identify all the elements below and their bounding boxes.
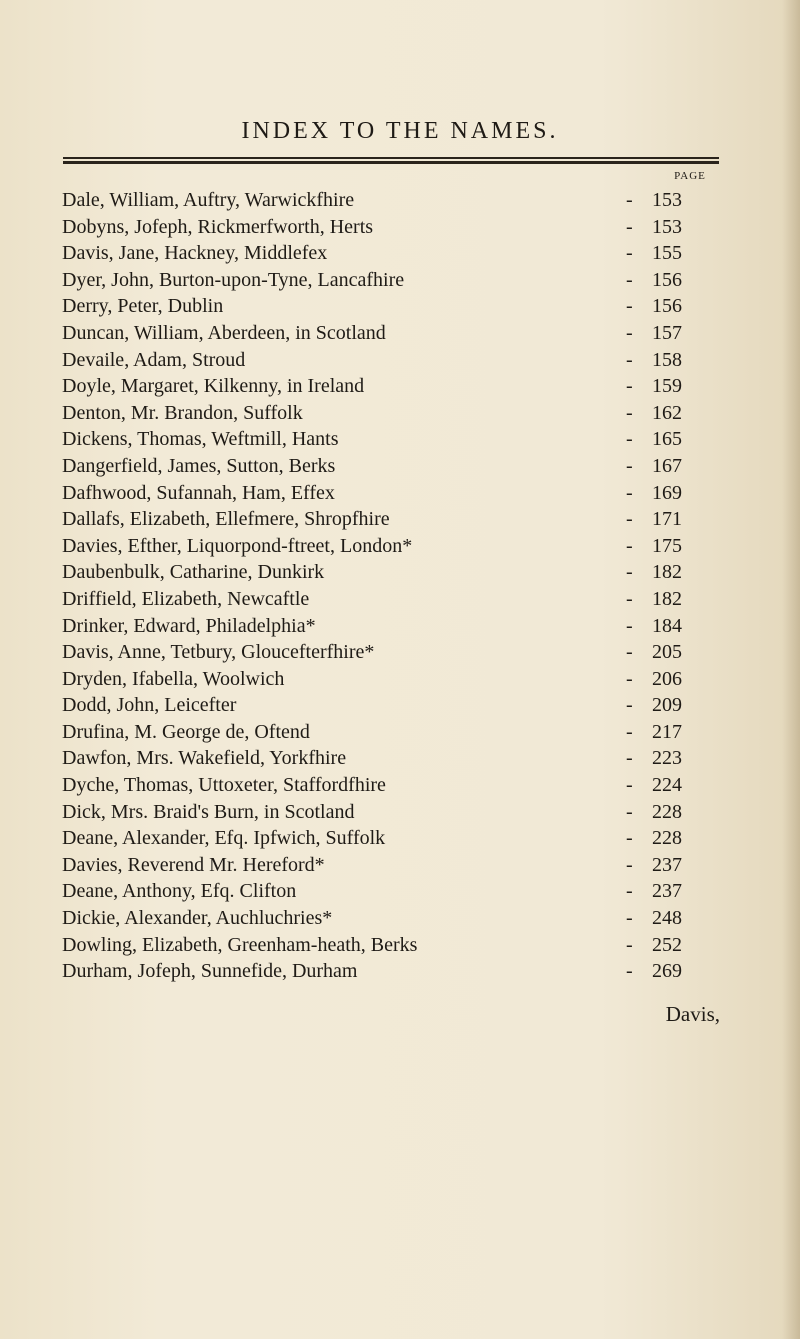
leader-dash: -	[626, 720, 633, 743]
page-number: 159	[652, 375, 682, 398]
leader-dash: -	[626, 242, 633, 265]
entry-page-number	[626, 347, 722, 374]
page-number: 155	[652, 242, 682, 265]
index-entry	[62, 772, 722, 799]
page-number: 157	[652, 321, 682, 344]
index-entry	[62, 480, 722, 507]
entry-page-number	[626, 187, 722, 214]
entry-name: Deane, Anthony, Efq. Clifton	[62, 880, 297, 903]
index-entry	[62, 373, 722, 400]
leader-dash: -	[626, 268, 633, 291]
catchword: Davis,	[665, 1002, 720, 1026]
index-entry	[62, 799, 722, 826]
entry-page-number	[626, 613, 722, 640]
page-number: 156	[652, 295, 682, 318]
index-entry	[62, 932, 722, 959]
entry-name: Devaile, Adam, Stroud	[62, 348, 246, 371]
leader-dash: -	[626, 667, 633, 690]
entry-name: Davies, Reverend Mr. Hereford*	[62, 853, 325, 876]
entry-name: Dyer, John, Burton-upon-Tyne, Lancafhire	[62, 268, 405, 291]
index-entry	[62, 825, 722, 852]
page-number: 184	[652, 614, 682, 637]
entry-page-number	[626, 666, 722, 693]
leader-dash: -	[626, 428, 633, 451]
entry-page-number	[626, 719, 722, 746]
entry-page-number	[626, 559, 722, 586]
page-number: 228	[652, 827, 682, 850]
index-entry	[62, 187, 722, 214]
page-number: 167	[652, 454, 682, 477]
entry-name: Doyle, Margaret, Kilkenny, in Ireland	[62, 375, 365, 398]
index-entry	[62, 320, 722, 347]
page-number: 171	[652, 508, 682, 531]
entry-name: Dyche, Thomas, Uttoxeter, Staffordfhire	[62, 774, 386, 797]
index-entry	[62, 692, 722, 719]
leader-dash: -	[626, 189, 633, 211]
index-entry	[62, 586, 722, 613]
entry-name: Davis, Jane, Hackney, Middlefex	[62, 242, 328, 265]
entry-page-number	[626, 878, 722, 905]
entry-name: Drufina, M. George de, Oftend	[62, 720, 310, 743]
page-number: 205	[652, 641, 682, 664]
entry-name: Dangerfield, James, Sutton, Berks	[62, 454, 336, 477]
page-number: 237	[652, 853, 682, 876]
index-entry	[62, 400, 722, 427]
leader-dash: -	[626, 481, 633, 504]
entry-page-number	[626, 400, 722, 427]
entry-name: Dobyns, Jofeph, Rickmerfworth, Herts	[62, 215, 374, 238]
leader-dash: -	[626, 321, 633, 344]
index-entry	[62, 852, 722, 879]
index-entry	[62, 214, 722, 241]
index-entry	[62, 639, 722, 666]
leader-dash: -	[626, 375, 633, 398]
entry-name: Dallafs, Elizabeth, Ellefmere, Shropfhire	[62, 508, 390, 531]
entry-page-number	[626, 799, 722, 826]
leader-dash: -	[626, 907, 633, 930]
entry-page-number	[626, 240, 722, 267]
leader-dash: -	[626, 401, 633, 424]
entry-name: Duncan, William, Aberdeen, in Scotland	[62, 321, 386, 344]
page-number: 156	[652, 268, 682, 291]
leader-dash: -	[626, 587, 633, 610]
index-entries	[62, 187, 722, 985]
index-entry	[62, 559, 722, 586]
leader-dash: -	[626, 215, 633, 238]
entry-name: Dawfon, Mrs. Wakefield, Yorkfhire	[62, 747, 347, 770]
leader-dash: -	[626, 561, 633, 584]
entry-name: Dafhwood, Sufannah, Ham, Effex	[62, 481, 335, 504]
leader-dash: -	[626, 853, 633, 876]
entry-name: Dick, Mrs. Braid's Burn, in Scotland	[62, 800, 355, 823]
leader-dash: -	[626, 827, 633, 850]
entry-page-number	[626, 586, 722, 613]
entry-page-number	[626, 639, 722, 666]
entry-page-number	[626, 293, 722, 320]
index-entry	[62, 240, 722, 267]
entry-name: Dowling, Elizabeth, Greenham-heath, Berks	[62, 933, 418, 956]
index-entry	[62, 506, 722, 533]
index-entry	[62, 533, 722, 560]
entry-page-number	[626, 533, 722, 560]
leader-dash: -	[626, 348, 633, 371]
page-number: 224	[652, 774, 682, 797]
index-entry	[62, 745, 722, 772]
leader-dash: -	[626, 800, 633, 823]
page-number: 153	[652, 189, 682, 211]
page-number: 237	[652, 880, 682, 903]
leader-dash: -	[626, 747, 633, 770]
page-number: 165	[652, 428, 682, 451]
index-entry	[62, 958, 722, 985]
double-rule	[63, 157, 719, 164]
entry-name: Daubenbulk, Catharine, Dunkirk	[62, 561, 325, 584]
page-number: 169	[652, 481, 682, 504]
entry-page-number	[626, 373, 722, 400]
leader-dash: -	[626, 641, 633, 664]
entry-page-number	[626, 852, 722, 879]
entry-page-number	[626, 825, 722, 852]
leader-dash: -	[626, 614, 633, 637]
index-entry	[62, 293, 722, 320]
page-number: 269	[652, 960, 682, 983]
page-number: 182	[652, 587, 682, 610]
index-entry	[62, 347, 722, 374]
entry-page-number	[626, 745, 722, 772]
page-column-label: PAGE	[674, 170, 706, 182]
entry-page-number	[626, 772, 722, 799]
leader-dash: -	[626, 534, 633, 557]
entry-name: Denton, Mr. Brandon, Suffolk	[62, 401, 303, 424]
entry-name: Durham, Jofeph, Sunnefide, Durham	[62, 960, 358, 983]
leader-dash: -	[626, 694, 633, 717]
leader-dash: -	[626, 960, 633, 983]
entry-name: Derry, Peter, Dublin	[62, 295, 224, 318]
entry-page-number	[626, 932, 722, 959]
leader-dash: -	[626, 880, 633, 903]
entry-name: Dodd, John, Leicefter	[62, 694, 237, 717]
page-number: 206	[652, 667, 682, 690]
index-entry	[62, 666, 722, 693]
entry-page-number	[626, 958, 722, 985]
page-number: 162	[652, 401, 682, 424]
entry-page-number	[626, 267, 722, 294]
page-number: 175	[652, 534, 682, 557]
entry-name: Dickens, Thomas, Weftmill, Hants	[62, 428, 339, 451]
entry-page-number	[626, 506, 722, 533]
entry-page-number	[626, 320, 722, 347]
index-entry	[62, 426, 722, 453]
entry-name: Davies, Efther, Liquorpond-ftreet, London*	[62, 534, 413, 557]
page-number: 252	[652, 933, 682, 956]
index-entry	[62, 905, 722, 932]
entry-name: Dryden, Ifabella, Woolwich	[62, 667, 285, 690]
leader-dash: -	[626, 508, 633, 531]
entry-name: Dickie, Alexander, Auchluchries*	[62, 907, 333, 930]
leader-dash: -	[626, 933, 633, 956]
entry-page-number	[626, 692, 722, 719]
leader-dash: -	[626, 295, 633, 318]
page-number: 217	[652, 720, 682, 743]
entry-page-number	[626, 905, 722, 932]
index-entry	[62, 267, 722, 294]
entry-name: Davis, Anne, Tetbury, Gloucefterfhire*	[62, 641, 375, 664]
entry-page-number	[626, 426, 722, 453]
page-number: 158	[652, 348, 682, 371]
page-number: 209	[652, 694, 682, 717]
entry-name: Dale, William, Auftry, Warwickfhire	[62, 189, 355, 211]
leader-dash: -	[626, 454, 633, 477]
page-number: 223	[652, 747, 682, 770]
running-head: INDEX TO THE NAMES.	[241, 118, 559, 144]
index-entry	[62, 719, 722, 746]
page-number: 182	[652, 561, 682, 584]
page-number: 153	[652, 215, 682, 238]
page-number: 248	[652, 907, 682, 930]
index-entry	[62, 453, 722, 480]
index-entry	[62, 878, 722, 905]
leader-dash: -	[626, 774, 633, 797]
entry-name: Deane, Alexander, Efq. Ipfwich, Suffolk	[62, 827, 386, 850]
entry-name: Drinker, Edward, Philadelphia*	[62, 614, 316, 637]
page-edge-shadow	[782, 0, 800, 1339]
entry-page-number	[626, 453, 722, 480]
entry-page-number	[626, 480, 722, 507]
page-number: 228	[652, 800, 682, 823]
entry-name: Driffield, Elizabeth, Newcaftle	[62, 587, 310, 610]
entry-page-number	[626, 214, 722, 241]
index-entry	[62, 613, 722, 640]
